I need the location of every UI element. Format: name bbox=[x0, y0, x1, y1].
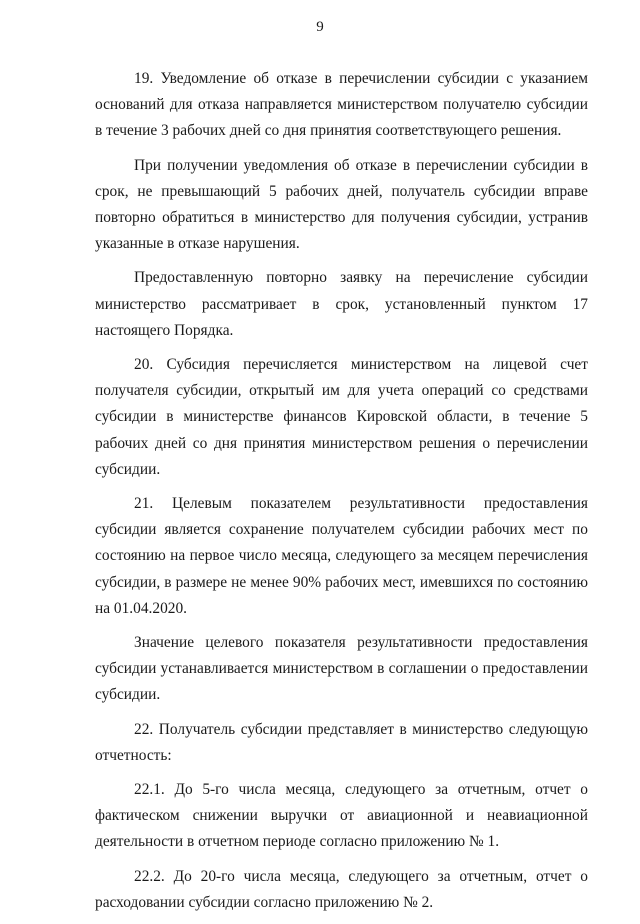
paragraph-20: 20. Субсидия перечисляется министерством на лицевой счет получателя субсидии, открытый им для учета операций со средствами субсидии в министерстве финансов Кировской области, в течение 5 рабочих дней со дня принятия министерством решения о перечислении субсидии. bbox=[95, 356, 588, 478]
page-number: 9 bbox=[316, 19, 324, 35]
paragraph-21: 21. Целевым показателем результативности предоставления субсидии является сохранение получателем субсидии рабочих мест по состоянию на первое число месяца, следующего за месяцем перечисления субсидии, в размере не менее 90% рабочих мест, имевшихся по состоянию на 01.04.2020. bbox=[95, 495, 588, 617]
paragraph-19: 19. Уведомление об отказе в перечислении субсидии с указанием оснований для отказа направляется министерством получателю субсидии в течение 3 рабочих дней со дня принятия соответствующего решения. bbox=[95, 70, 588, 140]
paragraph-22-2: 22.2. До 20-го числа месяца, следующего за отчетным, отчет о расходовании субсидии согласно приложению № 2. bbox=[95, 867, 588, 911]
paragraph-22: 22. Получатель субсидии представляет в министерство следующую отчетность: bbox=[95, 720, 588, 764]
document-body bbox=[95, 66, 588, 924]
paragraph-refusal-resubmission: При получении уведомления об отказе в перечислении субсидии в срок, не превышающий 5 рабочих дней, получатель субсидии вправе повторно обратиться в министерство для получения субсидии, устранив указанные в отказе нарушения. bbox=[95, 156, 588, 253]
paragraph-22-1: 22.1. До 5-го числа месяца, следующего за отчетным, отчет о фактическом снижении выручки от авиационной и неавиационной деятельности в отчетном периоде согласно приложению № 1. bbox=[95, 781, 588, 851]
paragraph-repeat-application: Предоставленную повторно заявку на перечисление субсидии министерство рассматривает в срок, установленный пунктом 17 настоящего Порядка. bbox=[95, 269, 588, 339]
paragraph-target-indicator: Значение целевого показателя результативности предоставления субсидии устанавливается министерством в соглашении о предоставлении субсидии. bbox=[95, 634, 588, 704]
